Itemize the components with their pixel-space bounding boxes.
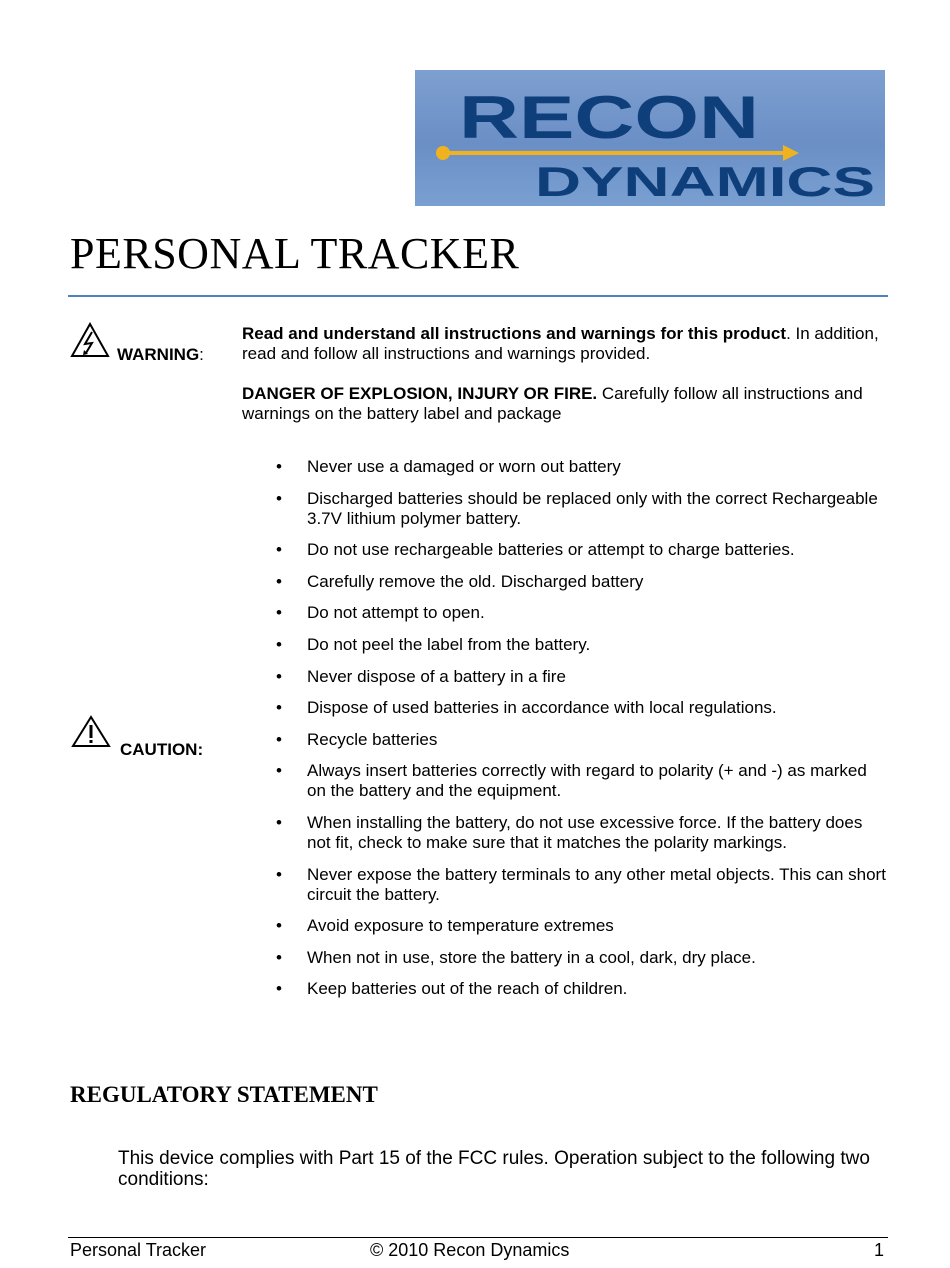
warning-para1-bold: Read and understand all instructions and warnings for this product bbox=[242, 324, 787, 343]
list-item bbox=[242, 730, 887, 750]
warning-paragraph-2 bbox=[242, 384, 887, 424]
bullet-dot: • bbox=[276, 947, 282, 967]
bullet-dot: • bbox=[276, 729, 282, 749]
list-item-text: Never expose the battery terminals to any other metal objects. This can short circuit the battery. bbox=[307, 864, 886, 904]
list-item-text: Do not use rechargeable batteries or attempt to charge batteries. bbox=[307, 540, 795, 560]
list-item-text: Avoid exposure to temperature extremes bbox=[307, 916, 614, 936]
list-item bbox=[242, 635, 887, 655]
bullet-dot: • bbox=[276, 603, 282, 623]
list-item bbox=[242, 761, 887, 801]
list-item bbox=[242, 916, 887, 936]
bullet-dot: • bbox=[276, 457, 282, 476]
bullet-dot: • bbox=[276, 761, 282, 781]
list-item bbox=[242, 540, 887, 560]
list-item-text: Do not attempt to open. bbox=[307, 603, 485, 623]
list-item bbox=[242, 948, 887, 968]
page-number: 1 bbox=[874, 1240, 885, 1260]
footer-copyright: © 2010 Recon Dynamics bbox=[370, 1240, 570, 1260]
page-title: PERSONAL TRACKER bbox=[70, 229, 520, 278]
bullet-dot: • bbox=[276, 540, 282, 560]
regulatory-text: This device complies with Part 15 of the FCC rules. Operation subject to the following two conditions: bbox=[118, 1148, 870, 1190]
logo-graphic bbox=[415, 70, 885, 206]
warning-label-colon: : bbox=[199, 345, 204, 364]
warning-para2-bold: DANGER OF EXPLOSION, INJURY OR FIRE. bbox=[242, 384, 598, 403]
logo-line1: RECON bbox=[459, 84, 759, 151]
list-item-text: Discharged batteries should be replaced only with the correct Rechargeable 3.7V lithium polymer battery. bbox=[307, 488, 878, 528]
bullet-dot: • bbox=[276, 916, 282, 936]
footer-doc-title: Personal Tracker bbox=[70, 1240, 207, 1260]
bullet-dot: • bbox=[276, 634, 282, 654]
exclamation-warning-icon bbox=[71, 715, 111, 754]
list-item bbox=[242, 667, 887, 687]
list-item-text: When installing the battery, do not use excessive force. If the battery does not fit, check to make sure that it matches the polarity markings. bbox=[307, 812, 863, 852]
warning-para2-text: Carefully follow all instructions and warnings on the battery label and package bbox=[242, 384, 863, 423]
warning-para1-text: . In addition, read and follow all instructions and warnings provided. bbox=[242, 324, 879, 363]
bullet-dot: • bbox=[276, 666, 282, 686]
company-logo bbox=[415, 70, 885, 206]
list-item bbox=[242, 813, 887, 853]
list-item bbox=[242, 489, 887, 529]
list-item-text: When not in use, store the battery in a cool, dark, dry place. bbox=[307, 947, 756, 967]
list-item-text: Carefully remove the old. Discharged battery bbox=[307, 571, 644, 591]
logo-arrow-dot bbox=[436, 146, 450, 160]
title-divider bbox=[68, 295, 888, 297]
warning-label bbox=[117, 345, 204, 365]
list-item-text: Always insert batteries correctly with regard to polarity (+ and -) as marked on the battery and the equipment. bbox=[307, 761, 867, 801]
list-item bbox=[242, 979, 887, 999]
electrical-hazard-warning-icon bbox=[70, 322, 110, 363]
caution-label: CAUTION: bbox=[120, 740, 204, 759]
list-item-text: Never dispose of a battery in a fire bbox=[307, 666, 566, 686]
bullet-dot: • bbox=[276, 812, 282, 832]
regulatory-heading: REGULATORY STATEMENT bbox=[70, 1082, 378, 1107]
list-item-text: Keep batteries out of the reach of children. bbox=[307, 979, 628, 999]
bullet-dot: • bbox=[276, 571, 282, 591]
bullet-dot: • bbox=[276, 864, 282, 884]
list-item bbox=[242, 865, 887, 905]
list-item bbox=[242, 457, 887, 477]
list-item-text: Dispose of used batteries in accordance with local regulations. bbox=[307, 698, 777, 718]
bullet-dot: • bbox=[276, 488, 282, 508]
footer-divider bbox=[68, 1237, 888, 1238]
battery-safety-list bbox=[242, 457, 887, 1011]
bullet-dot: • bbox=[276, 698, 282, 718]
list-item-text: Never use a damaged or worn out battery bbox=[307, 457, 621, 476]
list-item bbox=[242, 572, 887, 592]
list-item-text: Do not peel the label from the battery. bbox=[307, 634, 591, 654]
bullet-dot: • bbox=[276, 979, 282, 999]
list-item bbox=[242, 698, 887, 718]
warning-paragraph-1 bbox=[242, 324, 887, 364]
warning-label-text: WARNING bbox=[117, 345, 200, 364]
list-item-text: Recycle batteries bbox=[307, 729, 438, 749]
list-item bbox=[242, 603, 887, 623]
logo-line2: DYNAMICS bbox=[535, 158, 875, 205]
